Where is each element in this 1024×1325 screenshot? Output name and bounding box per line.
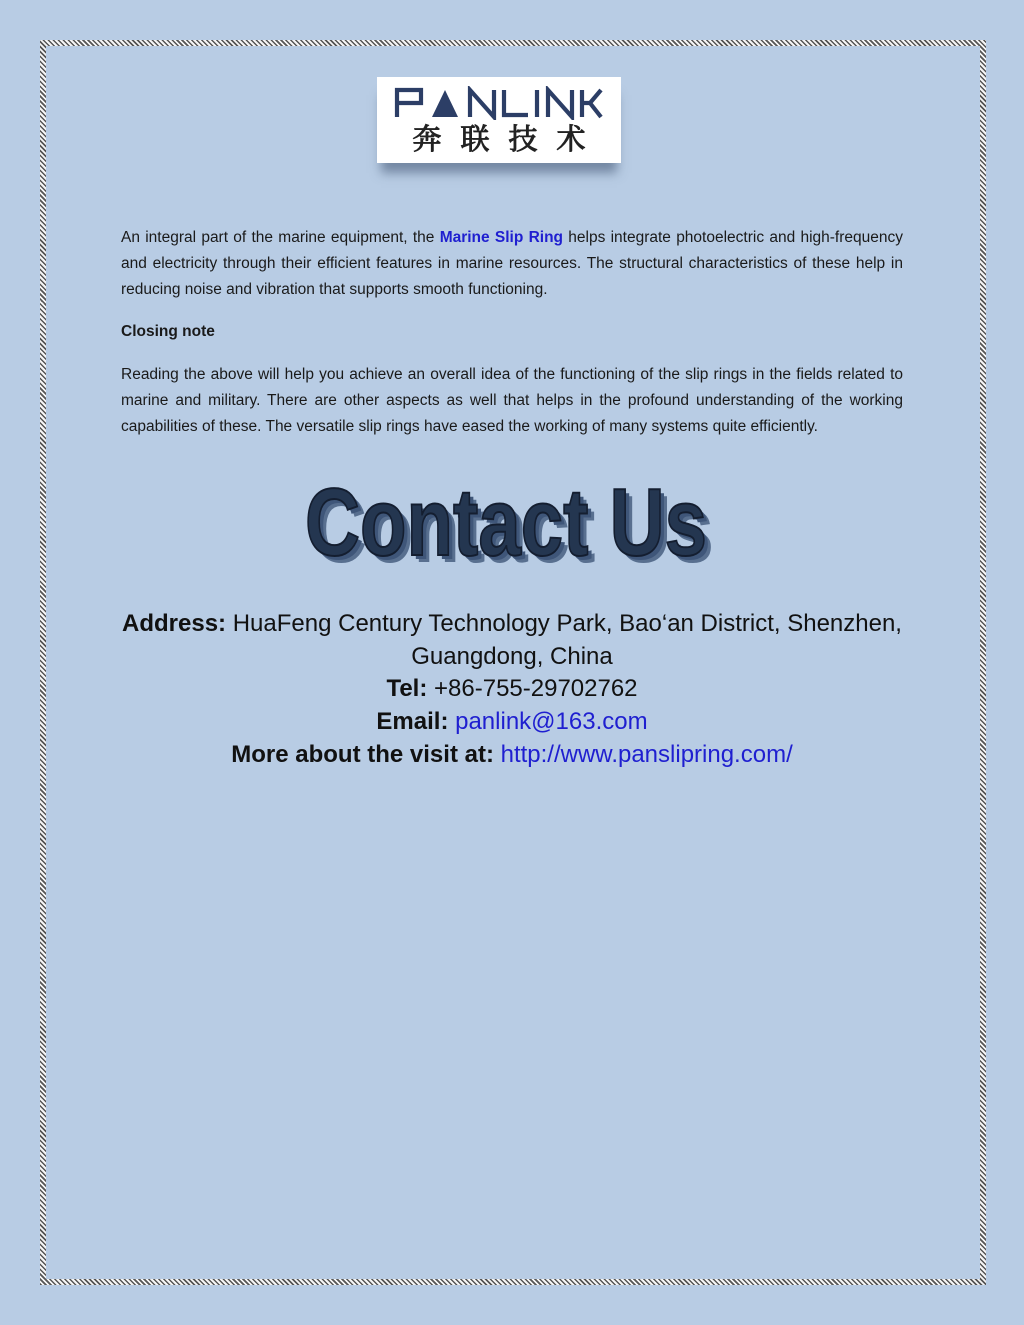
website-line xyxy=(90,739,934,772)
panlink-logo xyxy=(377,77,621,163)
intro-paragraph xyxy=(121,225,903,302)
email-link[interactable]: panlink@163.com xyxy=(455,708,648,736)
contact-us-title-text: Contact Us xyxy=(305,470,707,576)
address-value: HuaFeng Century Technology Park, Bao‘an District, Shenzhen, Guangdong, China xyxy=(226,610,902,670)
closing-note-paragraph: Reading the above will help you achieve an overall idea of the functioning of the slip rings in the fields related to marine and military. There are other aspects as well that helps in the profound understanding of the working capabilities of these. The versatile slip rings have eased the working of many systems quite efficiently. xyxy=(121,366,903,435)
closing-note-heading: Closing note xyxy=(121,323,215,340)
tel-line xyxy=(90,673,934,706)
intro-text-before: An integral part of the marine equipment, the xyxy=(121,229,440,246)
logo-chinese-text: 奔联技术 xyxy=(412,122,605,156)
email-label: Email: xyxy=(376,708,449,736)
website-label: More about the visit at: xyxy=(231,740,494,768)
website-link[interactable]: http://www.panslipring.com/ xyxy=(500,740,793,768)
contact-us-title-shadow: Contact Us xyxy=(312,476,714,583)
panlink-wordmark xyxy=(394,86,604,120)
intro-text-after: helps integrate photoelectric and high-frequency and electricity through their efficient features in marine resources. The structural characteristics of these help in reducing noise and vibration that supports smooth functioning. xyxy=(121,229,903,298)
contact-details xyxy=(90,608,934,772)
tel-label: Tel: xyxy=(386,675,428,703)
contact-us-title xyxy=(300,470,724,590)
marine-slip-ring-link[interactable]: Marine Slip Ring xyxy=(439,229,564,246)
address-line xyxy=(90,608,934,673)
address-label: Address: xyxy=(122,610,227,637)
tel-value: +86-755-29702762 xyxy=(427,675,638,703)
contact-us-title-depth: Contact Us xyxy=(309,473,711,580)
email-line xyxy=(90,706,934,739)
